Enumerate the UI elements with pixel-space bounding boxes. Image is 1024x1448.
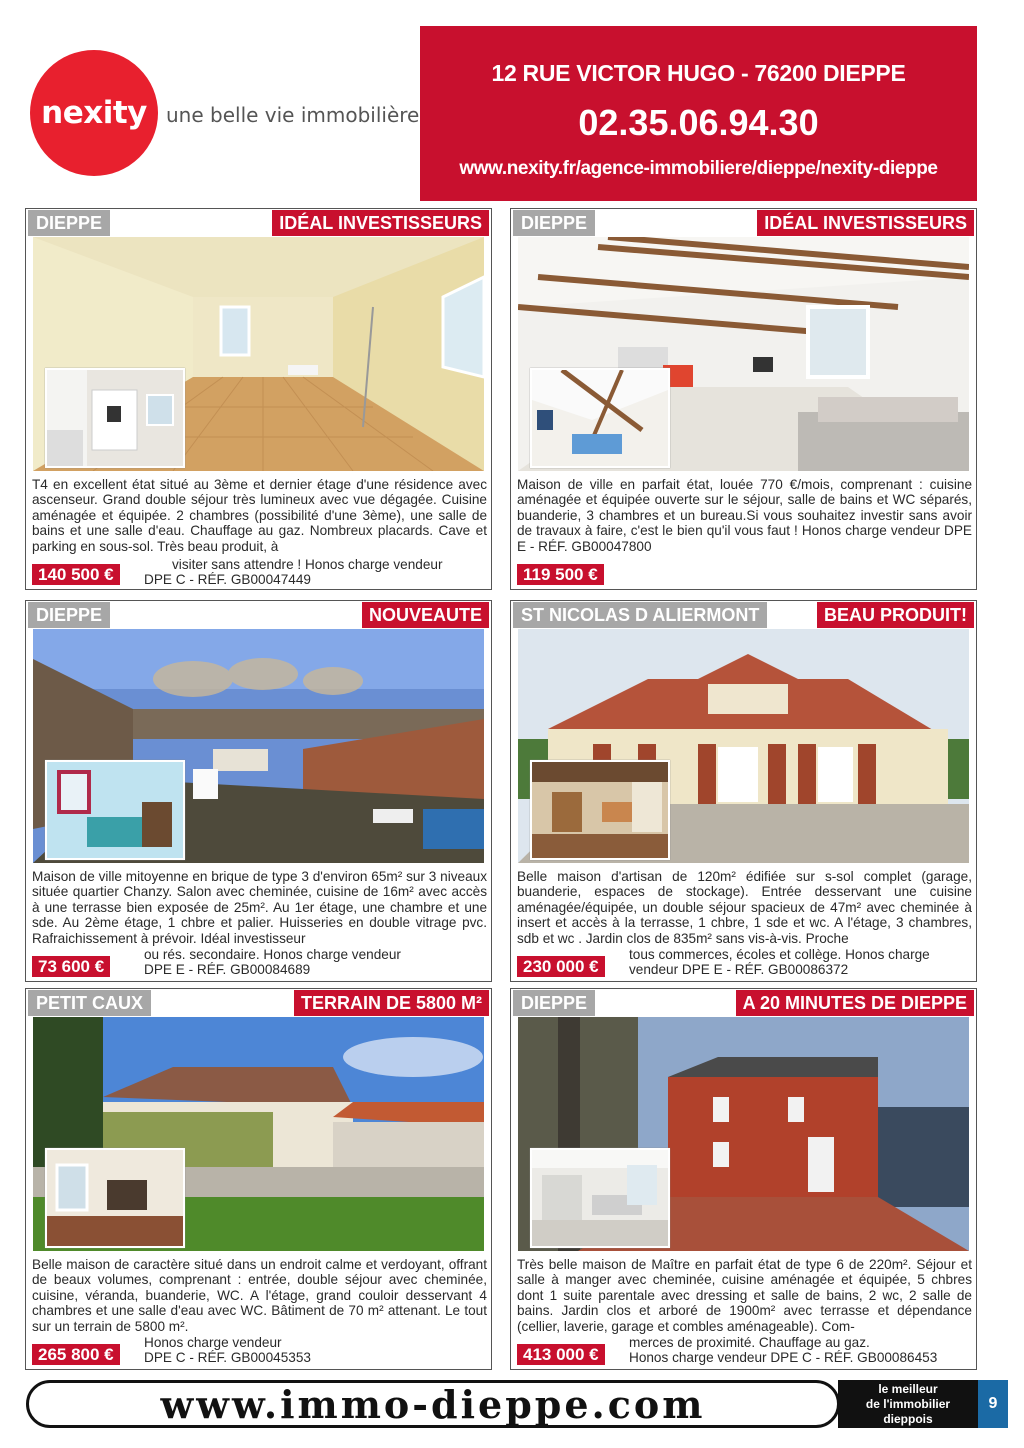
footer-site-text: www.immo-dieppe.com: [160, 1381, 706, 1427]
listing-card-2[interactable]: [510, 208, 977, 590]
listing-description: T4 en excellent état situé au 3ème et dernier étage d'une résidence avec ascenseur. Grand double séjour très lumineux avec vue dégagée. Cuisine aménagée et équipée. 2 chambres (possibilité d'une 3ème), une salle de bains et une salle d'eau. Chauffage au gaz. Nombreux placards. Cave et parking en sous-sol. Très beau produit, à: [32, 477, 487, 554]
listing-price: 265 800 €: [32, 1344, 120, 1365]
listing-price: 413 000 €: [517, 1344, 605, 1365]
footer-banner: [26, 1380, 976, 1430]
listing-inset-photo-kitchen[interactable]: [530, 1148, 670, 1248]
listing-photo-living-room[interactable]: [518, 237, 969, 471]
listing-description-tail: merces de proximité. Chauffage au gaz.: [629, 1335, 870, 1350]
agency-phone[interactable]: 02.35.06.94.30: [578, 102, 819, 143]
listing-city-badge: DIEPPE: [28, 602, 110, 628]
listing-photo-apartment[interactable]: [33, 237, 484, 471]
listing-card-6[interactable]: [510, 988, 977, 1370]
listing-description: Très belle maison de Maître en parfait état de type 6 de 220m². Séjour et salle à manger avec cheminée, cuisine aménagée et équipée, 5 chbres dont 1 suite parentale avec dressing et salle de bains, 2 wc, 2 salle de bains. Jardin clos et arboré de 1900m² avec terrasse et dépendance (cellier, laverie, garage et combles aménageable). Com-: [517, 1257, 972, 1334]
listing-card-5[interactable]: [25, 988, 492, 1370]
listing-price: 230 000 €: [517, 956, 605, 977]
slogan-line-1: le meilleur: [878, 1382, 938, 1396]
listing-description-tail: visiter sans attendre ! Honos charge vendeur: [172, 557, 443, 572]
listing-description-tail: Honos charge vendeur: [144, 1335, 282, 1350]
page-number: 9: [978, 1380, 1008, 1428]
listing-photo-house-front[interactable]: [518, 629, 969, 863]
agency-address: 12 RUE VICTOR HUGO - 76200 DIEPPE: [491, 60, 906, 86]
listing-description: Maison de ville mitoyenne en brique de type 3 d'environ 65m² sur 3 niveaux située quartier Chanzy. Salon avec cheminée, cuisine de 16m² avec accès à une terrasse bien exposée de 25m². Au 1er étage, une chambre et une sde. Au 2ème étage, 1 chbre et palier. Huisseries en double vitrage pvc. Rafraichissement à prévoir. Idéal investisseur: [32, 869, 487, 946]
listing-photo-terrace[interactable]: [33, 629, 484, 863]
listing-inset-photo-interior[interactable]: [45, 1148, 185, 1248]
listing-dpe-reference: DPE E - RÉF. GB00084689: [144, 962, 311, 977]
listing-tag-badge: NOUVEAUTE: [362, 602, 489, 628]
listing-tag-badge: BEAU PRODUIT!: [817, 602, 974, 628]
listing-tag-badge: TERRAIN DE 5800 M²: [294, 990, 489, 1016]
listing-card-4[interactable]: [510, 600, 977, 982]
listing-photo-country-house[interactable]: [33, 1017, 484, 1251]
listing-description: Belle maison d'artisan de 120m² édifiée sur s-sol complet (garage, buanderie, espaces de stockage). Entrée desservant une cuisine aménagée/équipée, un double séjour spacieux de 47m² avec cheminée à insert et accès à la terrasse, 1 chbre, 1 sde et wc. A l'étage, 3 chambres, sdb et wc . Jardin clos de 835m² sans vis-à-vis. Proche: [517, 869, 972, 946]
listing-city-badge: DIEPPE: [28, 210, 110, 236]
listing-card-1[interactable]: [25, 208, 492, 590]
listing-description-tail: ou rés. secondaire. Honos charge vendeur: [144, 947, 401, 962]
logo-text: nexity: [41, 95, 147, 131]
listing-tag-badge: IDÉAL INVESTISSEURS: [272, 210, 489, 236]
agency-contact-banner: [420, 26, 977, 201]
listing-price: 73 600 €: [32, 956, 110, 977]
listing-inset-photo-dining-room[interactable]: [530, 760, 670, 860]
listing-tag-badge: IDÉAL INVESTISSEURS: [757, 210, 974, 236]
immo-dieppe-website-link[interactable]: [26, 1380, 840, 1428]
listing-inset-photo-kitchen[interactable]: [45, 368, 185, 468]
listing-description: Belle maison de caractère situé dans un endroit calme et verdoyant, offrant de beaux volumes, comprenant : entrée, double séjour avec cheminée, cuisine, véranda, buanderie, WC. A l'étage, grand couloir desservant 4 chambres et une salle d'eau avec WC. Bâtiment de 70 m² attenant. Le tout sur un terrain de 5800 m².: [32, 1257, 487, 1334]
listing-dpe-reference: DPE C - RÉF. GB00047449: [144, 572, 311, 587]
listing-dpe-reference: vendeur DPE E - RÉF. GB00086372: [629, 962, 849, 977]
listing-price: 140 500 €: [32, 564, 120, 585]
listing-city-badge: DIEPPE: [513, 990, 595, 1016]
listing-tag-badge: A 20 MINUTES DE DIEPPE: [736, 990, 974, 1016]
listing-inset-photo-bedroom[interactable]: [530, 368, 670, 468]
listing-card-3[interactable]: [25, 600, 492, 982]
listing-city-badge: ST NICOLAS D ALIERMONT: [513, 602, 767, 628]
tagline: une belle vie immobilière: [166, 103, 420, 127]
listing-inset-photo-bedroom[interactable]: [45, 760, 185, 860]
listing-city-badge: PETIT CAUX: [28, 990, 151, 1016]
agency-website-link[interactable]: www.nexity.fr/agence-immobiliere/dieppe/nexity-dieppe: [459, 158, 938, 179]
nexity-logo[interactable]: [30, 50, 158, 176]
listing-photo-brick-house[interactable]: [518, 1017, 969, 1251]
footer-slogan: [838, 1380, 978, 1428]
listing-dpe-reference: Honos charge vendeur DPE C - RÉF. GB00086453: [629, 1350, 938, 1365]
listing-price: 119 500 €: [517, 564, 604, 585]
listing-description-tail: tous commerces, écoles et collège. Honos charge: [629, 947, 930, 962]
listing-description: Maison de ville en parfait état, louée 770 €/mois, comprenant : cuisine aménagée et équipée ouverte sur le séjour, salle de bains et WC séparés, buanderie, 3 chambres et un bureau.Si vous souhaitez investir sans avoir de travaux à faire, c'est le bien qu'il vous faut ! Honos charge vendeur DPE E - RÉF. GB00047800: [517, 477, 972, 554]
listing-city-badge: DIEPPE: [513, 210, 595, 236]
slogan-line-3: dieppois: [883, 1412, 933, 1426]
slogan-line-2: de l'immobilier: [865, 1397, 951, 1411]
listing-dpe-reference: DPE C - RÉF. GB00045353: [144, 1350, 311, 1365]
